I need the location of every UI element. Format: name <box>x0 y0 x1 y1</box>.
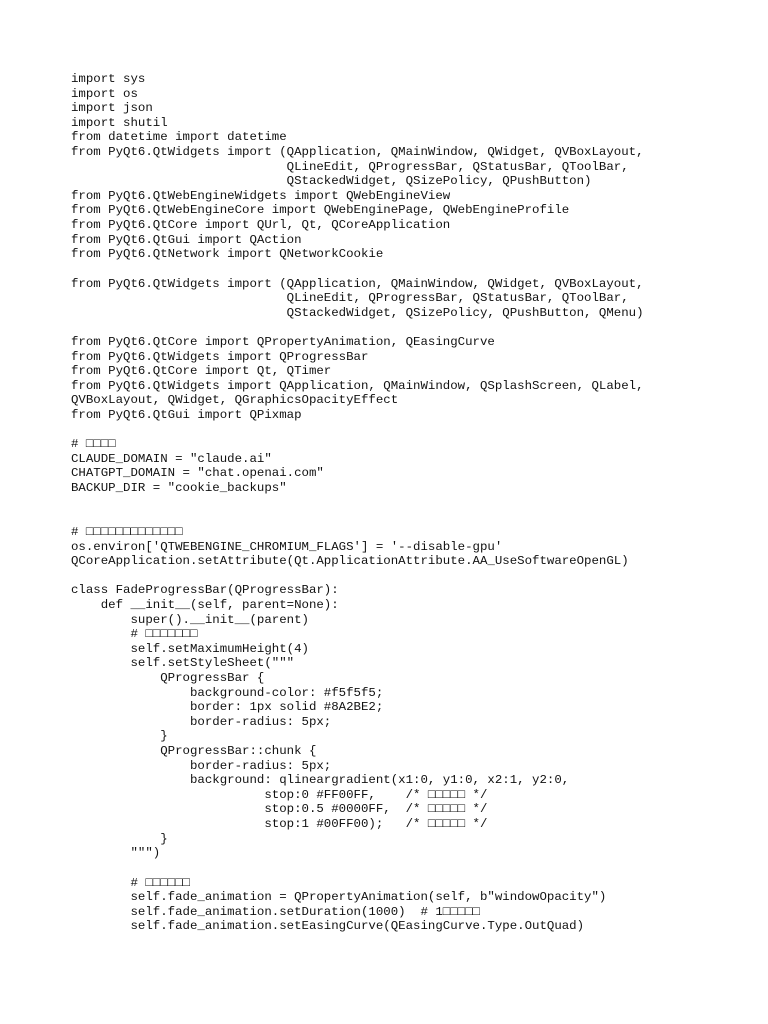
code-line: } <box>71 729 168 744</box>
code-line: QLineEdit, QProgressBar, QStatusBar, QToolBar, <box>71 159 629 174</box>
code-listing <box>71 72 761 934</box>
code-line: border-radius: 5px; <box>71 714 332 729</box>
code-line: QCoreApplication.setAttribute(Qt.ApplicationAttribute.AA_UseSoftwareOpenGL) <box>71 554 629 569</box>
code-line: super().__init__(parent) <box>71 612 309 627</box>
code-line <box>71 861 761 876</box>
code-line: from PyQt6.QtCore import Qt, QTimer <box>71 364 332 379</box>
code-line: QLineEdit, QProgressBar, QStatusBar, QToolBar, <box>71 291 629 306</box>
code-line: from PyQt6.QtWidgets import QApplication, QMainWindow, QSplashScreen, QLabel, <box>71 378 644 393</box>
code-line <box>71 320 761 335</box>
code-line <box>71 496 761 511</box>
code-line: import shutil <box>71 115 168 130</box>
code-line: from datetime import datetime <box>71 130 287 145</box>
code-line: self.setMaximumHeight(4) <box>71 641 309 656</box>
code-line: QProgressBar { <box>71 670 265 685</box>
code-line: from PyQt6.QtWidgets import (QApplication, QMainWindow, QWidget, QVBoxLayout, <box>71 145 644 160</box>
code-line: os.environ['QTWEBENGINE_CHROMIUM_FLAGS'] = '--disable-gpu' <box>71 539 503 554</box>
code-line: import os <box>71 86 138 101</box>
code-line: stop:0 #FF00FF, /* □□□□□ */ <box>71 787 488 802</box>
code-line: BACKUP_DIR = "cookie_backups" <box>71 481 287 496</box>
code-line: # □□□□ <box>71 437 116 452</box>
code-line: def __init__(self, parent=None): <box>71 597 339 612</box>
code-line: from PyQt6.QtGui import QPixmap <box>71 408 302 423</box>
code-line: self.fade_animation.setEasingCurve(QEasingCurve.Type.OutQuad) <box>71 919 585 934</box>
code-line: # □□□□□□□ <box>71 627 198 642</box>
code-line: import sys <box>71 72 146 86</box>
code-line <box>71 510 761 525</box>
code-line <box>71 423 761 438</box>
code-line: stop:0.5 #0000FF, /* □□□□□ */ <box>71 802 488 817</box>
code-line: QProgressBar::chunk { <box>71 744 317 759</box>
code-line: self.fade_animation.setDuration(1000) # 1□□□□□ <box>71 904 480 919</box>
code-line: self.setStyleSheet(""" <box>71 656 295 671</box>
code-line: QStackedWidget, QSizePolicy, QPushButton, QMenu) <box>71 305 644 320</box>
code-line: import json <box>71 101 153 116</box>
code-line: CLAUDE_DOMAIN = "claude.ai" <box>71 451 272 466</box>
code-line: border: 1px solid #8A2BE2; <box>71 700 384 715</box>
code-line: self.fade_animation = QPropertyAnimation(self, b"windowOpacity") <box>71 890 607 905</box>
code-line: from PyQt6.QtNetwork import QNetworkCookie <box>71 247 384 262</box>
code-line: # □□□□□□□□□□□□□ <box>71 524 183 539</box>
code-line: background-color: #f5f5f5; <box>71 685 384 700</box>
code-line: QVBoxLayout, QWidget, QGraphicsOpacityEffect <box>71 393 399 408</box>
code-line <box>71 262 761 277</box>
code-line: border-radius: 5px; <box>71 758 332 773</box>
code-line: from PyQt6.QtGui import QAction <box>71 232 302 247</box>
code-line: from PyQt6.QtWebEngineCore import QWebEnginePage, QWebEngineProfile <box>71 203 570 218</box>
code-line: QStackedWidget, QSizePolicy, QPushButton) <box>71 174 592 189</box>
code-line: stop:1 #00FF00); /* □□□□□ */ <box>71 817 488 832</box>
code-line: background: qlineargradient(x1:0, y1:0, x2:1, y2:0, <box>71 773 570 788</box>
code-line: class FadeProgressBar(QProgressBar): <box>71 583 339 598</box>
code-line: from PyQt6.QtCore import QUrl, Qt, QCoreApplication <box>71 218 451 233</box>
code-line: from PyQt6.QtWidgets import QProgressBar <box>71 349 369 364</box>
code-line: # □□□□□□ <box>71 875 190 890</box>
code-line: from PyQt6.QtWebEngineWidgets import QWebEngineView <box>71 188 451 203</box>
code-line <box>71 569 761 584</box>
code-line: CHATGPT_DOMAIN = "chat.openai.com" <box>71 466 324 481</box>
code-line: from PyQt6.QtWidgets import (QApplication, QMainWindow, QWidget, QVBoxLayout, <box>71 276 644 291</box>
code-line: } <box>71 831 168 846</box>
code-line: from PyQt6.QtCore import QPropertyAnimation, QEasingCurve <box>71 334 495 349</box>
code-line: """) <box>71 846 161 861</box>
